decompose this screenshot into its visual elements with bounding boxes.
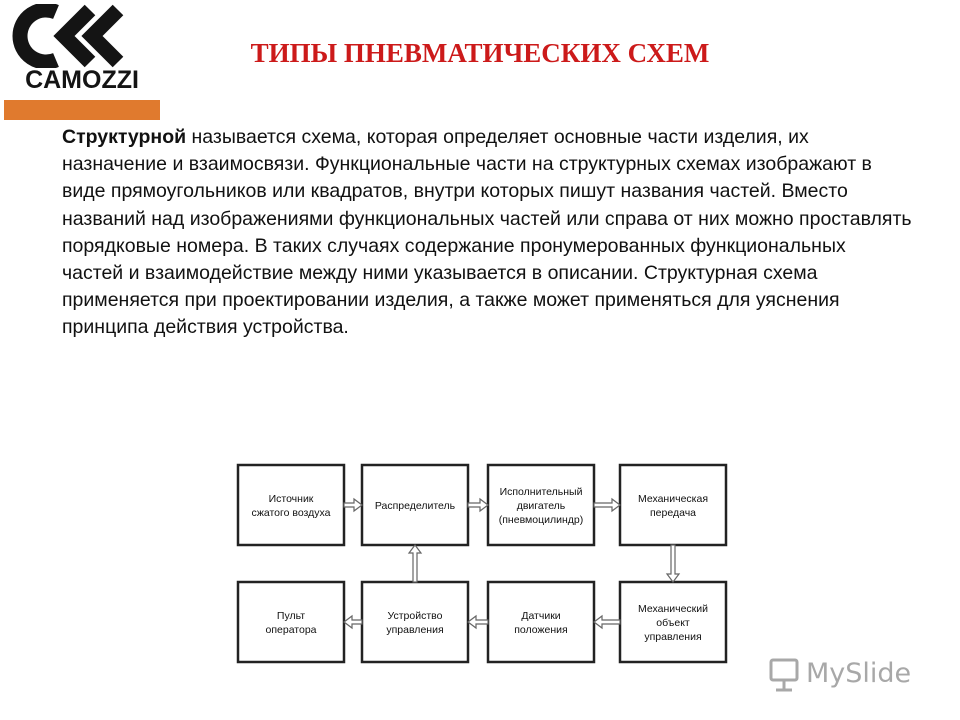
- block-label: Распределитель: [374, 500, 456, 512]
- block-mech-object: [620, 582, 726, 662]
- block-label: Источник: [268, 493, 314, 505]
- block-label: двигатель: [516, 500, 566, 512]
- block-position-sensors: [488, 582, 594, 662]
- arrow-source-to-distributor: [344, 499, 362, 511]
- arrow-distributor-to-actuator: [468, 499, 488, 511]
- block-operator-panel: [238, 582, 344, 662]
- watermark-text: MySlide: [806, 658, 912, 689]
- block-source: [238, 465, 344, 545]
- logo-text: CAMOZZI: [25, 66, 139, 94]
- block-label: Пульт: [276, 610, 306, 622]
- block-label: оператора: [265, 624, 317, 636]
- block-label: Механический: [638, 603, 708, 615]
- structural-diagram: [228, 455, 728, 680]
- arrow-object-to-sensors: [594, 616, 620, 628]
- block-mech-transmission: [620, 465, 726, 545]
- block-label: управления: [644, 631, 702, 643]
- arrow-control-to-distributor: [409, 545, 421, 582]
- block-label: Механическая: [637, 493, 709, 505]
- paragraph-lead: Структурной: [62, 126, 187, 148]
- arrow-actuator-to-transmission: [594, 499, 620, 511]
- block-label: Датчики: [521, 610, 561, 622]
- camozzi-emblem-icon: [4, 4, 160, 68]
- block-label: (пневмоцилиндр): [498, 514, 584, 526]
- myslide-watermark: [768, 654, 938, 696]
- block-label: управления: [386, 624, 444, 636]
- block-label: Исполнительный: [499, 486, 583, 498]
- logo-bar: [4, 100, 160, 120]
- block-label: объект: [656, 617, 690, 629]
- block-control-unit: [362, 582, 468, 662]
- arrow-transmission-to-object: [667, 545, 679, 582]
- arrow-sensors-to-control: [468, 616, 488, 628]
- block-label: сжатого воздуха: [251, 507, 331, 519]
- block-label: положения: [514, 624, 568, 636]
- paragraph-rest: называется схема, которая определяет основные части изделия, их назначение и взаимосвязи. Функциональные части на структурных схемах изображают в виде прямоугольников или квадратов, внутри которых пишут названия частей. Вместо названий над изображениями функциональных частей или справа от них можно проставлять порядковые номера. В таких случаях содержание пронумерованных функциональных частей и взаимодействие между ними указывается в описании. Структурная схема применяется при проектировании изделия, а также может применяться для уяснения принципа действия устройства.: [62, 126, 912, 339]
- block-distributor: [362, 465, 468, 545]
- block-label: Устройство: [387, 610, 443, 622]
- slide-title: ТИПЫ ПНЕВМАТИЧЕСКИХ СХЕМ: [250, 38, 710, 68]
- block-actuator: [488, 465, 594, 545]
- block-label: передача: [649, 507, 697, 519]
- camozzi-logo: [4, 4, 160, 124]
- projector-icon: [768, 656, 802, 694]
- description-paragraph: [62, 124, 912, 342]
- arrow-control-to-panel: [344, 616, 362, 628]
